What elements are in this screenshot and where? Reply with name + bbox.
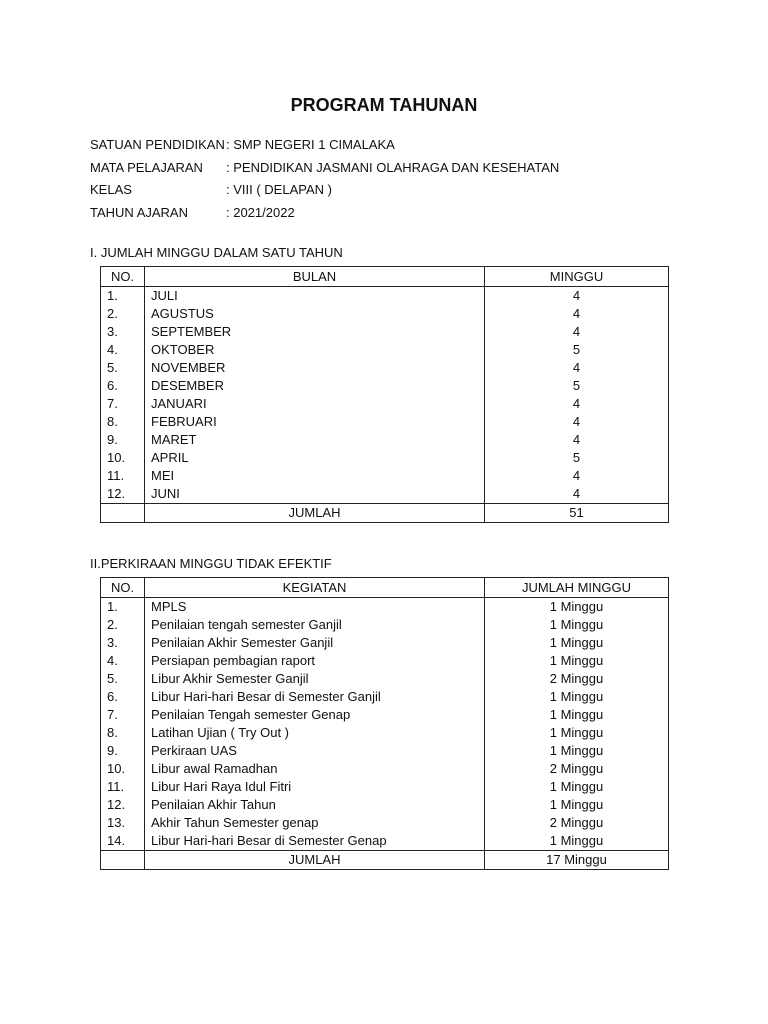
row-number: 12. bbox=[101, 796, 145, 814]
row-label: Persiapan pembagian raport bbox=[145, 652, 485, 670]
row-value: 2 Minggu bbox=[485, 760, 669, 778]
column-header-no: NO. bbox=[101, 578, 145, 598]
row-label: SEPTEMBER bbox=[145, 323, 485, 341]
info-label: TAHUN AJARAN bbox=[90, 204, 188, 220]
table-total-row bbox=[101, 851, 669, 870]
column-header-week-count: JUMLAH MINGGU bbox=[485, 578, 669, 598]
info-label: MATA PELAJARAN bbox=[90, 159, 203, 175]
row-number: 4. bbox=[101, 652, 145, 670]
row-number: 6. bbox=[101, 688, 145, 706]
row-number: 4. bbox=[101, 341, 145, 359]
row-value: 4 bbox=[485, 287, 669, 306]
info-row-subject bbox=[90, 157, 559, 180]
row-number: 8. bbox=[101, 724, 145, 742]
row-value: 5 bbox=[485, 449, 669, 467]
row-number: 14. bbox=[101, 832, 145, 851]
row-value: 1 Minggu bbox=[485, 832, 669, 851]
table-row bbox=[101, 377, 669, 395]
row-value: 4 bbox=[485, 395, 669, 413]
row-label: JANUARI bbox=[145, 395, 485, 413]
section-2-title: II.PERKIRAAN MINGGU TIDAK EFEKTIF bbox=[90, 556, 332, 571]
row-number: 5. bbox=[101, 359, 145, 377]
info-value: : SMP NEGERI 1 CIMALAKA bbox=[226, 137, 395, 152]
column-header-no: NO. bbox=[101, 267, 145, 287]
row-label: JUNI bbox=[145, 485, 485, 504]
page-title: PROGRAM TAHUNAN bbox=[290, 95, 478, 115]
table-row bbox=[101, 760, 669, 778]
table-row bbox=[101, 359, 669, 377]
row-label: Penilaian tengah semester Ganjil bbox=[145, 616, 485, 634]
row-value: 2 Minggu bbox=[485, 814, 669, 832]
table-row bbox=[101, 616, 669, 634]
info-value: : PENDIDIKAN JASMANI OLAHRAGA DAN KESEHATAN bbox=[226, 159, 560, 175]
table-row bbox=[101, 305, 669, 323]
row-value: 4 bbox=[485, 431, 669, 449]
row-label: Perkiraan UAS bbox=[145, 742, 485, 760]
row-number: 6. bbox=[101, 377, 145, 395]
row-label: FEBRUARI bbox=[145, 413, 485, 431]
column-header-weeks: MINGGU bbox=[485, 267, 669, 287]
row-value: 4 bbox=[485, 359, 669, 377]
column-header-month: BULAN bbox=[145, 267, 485, 287]
table-row bbox=[101, 778, 669, 796]
table-row bbox=[101, 287, 669, 306]
row-value: 4 bbox=[485, 323, 669, 341]
table-row bbox=[101, 652, 669, 670]
info-row-school bbox=[90, 134, 559, 157]
row-number: 1. bbox=[101, 598, 145, 617]
row-label: Penilaian Akhir Semester Ganjil bbox=[145, 634, 485, 652]
total-empty-cell bbox=[101, 851, 145, 870]
row-value: 1 Minggu bbox=[485, 706, 669, 724]
section-1-title: I. JUMLAH MINGGU DALAM SATU TAHUN bbox=[90, 245, 343, 260]
row-number: 2. bbox=[101, 616, 145, 634]
table-body bbox=[101, 287, 669, 504]
row-number: 10. bbox=[101, 449, 145, 467]
row-number: 7. bbox=[101, 706, 145, 724]
ineffective-weeks-table bbox=[100, 577, 669, 870]
table-row bbox=[101, 323, 669, 341]
total-label: JUMLAH bbox=[145, 851, 485, 870]
row-number: 13. bbox=[101, 814, 145, 832]
table-row bbox=[101, 431, 669, 449]
row-number: 8. bbox=[101, 413, 145, 431]
row-label: OKTOBER bbox=[145, 341, 485, 359]
row-number: 12. bbox=[101, 485, 145, 504]
row-value: 1 Minggu bbox=[485, 634, 669, 652]
row-value: 1 Minggu bbox=[485, 652, 669, 670]
document-info bbox=[90, 134, 559, 224]
info-label: KELAS bbox=[90, 182, 132, 197]
row-value: 1 Minggu bbox=[485, 796, 669, 814]
total-empty-cell bbox=[101, 504, 145, 523]
row-label: Libur Hari Raya Idul Fitri bbox=[145, 778, 485, 796]
table-row bbox=[101, 485, 669, 504]
row-label: MARET bbox=[145, 431, 485, 449]
row-label: NOVEMBER bbox=[145, 359, 485, 377]
row-value: 4 bbox=[485, 413, 669, 431]
table-row bbox=[101, 814, 669, 832]
table-row bbox=[101, 706, 669, 724]
row-label: MPLS bbox=[145, 598, 485, 617]
row-value: 2 Minggu bbox=[485, 670, 669, 688]
row-number: 11. bbox=[101, 467, 145, 485]
table-row bbox=[101, 670, 669, 688]
table-row bbox=[101, 724, 669, 742]
info-row-class bbox=[90, 179, 559, 202]
row-number: 2. bbox=[101, 305, 145, 323]
table-total-row bbox=[101, 504, 669, 523]
row-value: 1 Minggu bbox=[485, 616, 669, 634]
total-label: JUMLAH bbox=[145, 504, 485, 523]
table-row bbox=[101, 634, 669, 652]
row-number: 3. bbox=[101, 323, 145, 341]
table-row bbox=[101, 467, 669, 485]
row-label: Libur awal Ramadhan bbox=[145, 760, 485, 778]
row-number: 11. bbox=[101, 778, 145, 796]
info-value: : 2021/2022 bbox=[226, 204, 295, 220]
info-label: SATUAN PENDIDIKAN bbox=[90, 137, 225, 152]
row-label: Latihan Ujian ( Try Out ) bbox=[145, 724, 485, 742]
row-number: 9. bbox=[101, 742, 145, 760]
row-label: Penilaian Tengah semester Genap bbox=[145, 706, 485, 724]
row-number: 10. bbox=[101, 760, 145, 778]
row-label: Libur Akhir Semester Ganjil bbox=[145, 670, 485, 688]
row-number: 3. bbox=[101, 634, 145, 652]
table-row bbox=[101, 395, 669, 413]
total-value: 17 Minggu bbox=[485, 851, 669, 870]
row-number: 7. bbox=[101, 395, 145, 413]
row-label: JULI bbox=[145, 287, 485, 306]
table-row bbox=[101, 449, 669, 467]
table-row bbox=[101, 688, 669, 706]
total-value: 51 bbox=[485, 504, 669, 523]
row-label: APRIL bbox=[145, 449, 485, 467]
table-body bbox=[101, 598, 669, 851]
row-label: AGUSTUS bbox=[145, 305, 485, 323]
weeks-per-year-table bbox=[100, 266, 669, 523]
table-row bbox=[101, 341, 669, 359]
row-value: 1 Minggu bbox=[485, 598, 669, 617]
table-row bbox=[101, 742, 669, 760]
row-value: 1 Minggu bbox=[485, 778, 669, 796]
row-number: 5. bbox=[101, 670, 145, 688]
row-number: 1. bbox=[101, 287, 145, 306]
table-header-row bbox=[101, 267, 669, 287]
table-row bbox=[101, 413, 669, 431]
row-value: 4 bbox=[485, 305, 669, 323]
info-value: : VIII ( DELAPAN ) bbox=[226, 182, 332, 197]
row-label: Akhir Tahun Semester genap bbox=[145, 814, 485, 832]
table-row bbox=[101, 796, 669, 814]
row-value: 4 bbox=[485, 467, 669, 485]
row-value: 1 Minggu bbox=[485, 724, 669, 742]
row-value: 5 bbox=[485, 341, 669, 359]
row-value: 1 Minggu bbox=[485, 742, 669, 760]
row-label: MEI bbox=[145, 467, 485, 485]
table-row bbox=[101, 832, 669, 851]
row-value: 4 bbox=[485, 485, 669, 504]
row-label: DESEMBER bbox=[145, 377, 485, 395]
row-label: Libur Hari-hari Besar di Semester Genap bbox=[145, 832, 485, 851]
row-value: 5 bbox=[485, 377, 669, 395]
table-header-row bbox=[101, 578, 669, 598]
table-row bbox=[101, 598, 669, 617]
info-row-year bbox=[90, 202, 559, 225]
row-number: 9. bbox=[101, 431, 145, 449]
column-header-activity: KEGIATAN bbox=[145, 578, 485, 598]
row-label: Penilaian Akhir Tahun bbox=[145, 796, 485, 814]
row-value: 1 Minggu bbox=[485, 688, 669, 706]
row-label: Libur Hari-hari Besar di Semester Ganjil bbox=[145, 688, 485, 706]
